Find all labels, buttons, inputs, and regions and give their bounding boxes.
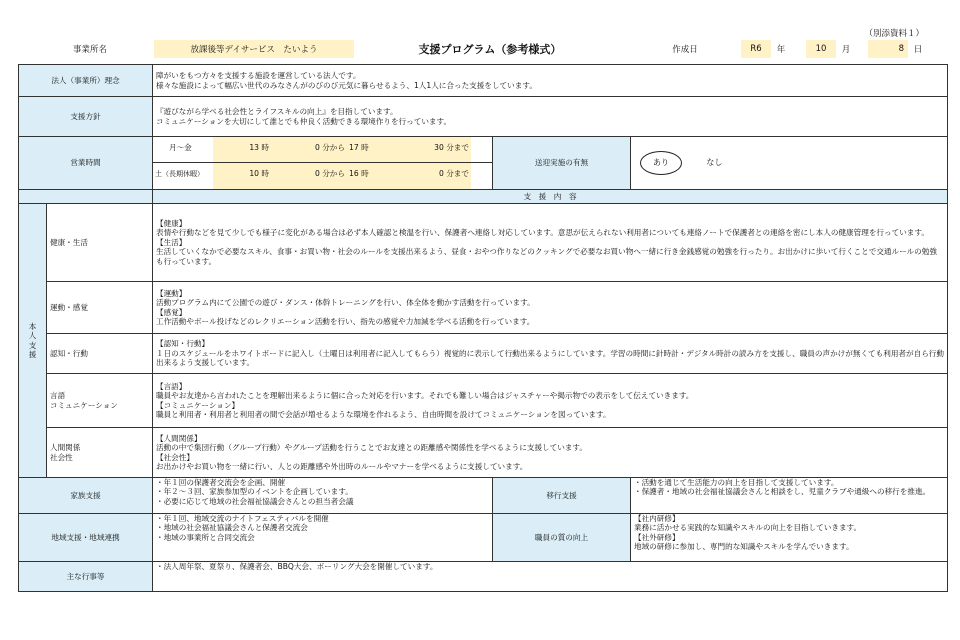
- year-unit: 年: [776, 45, 786, 55]
- attachment-note: （別添資料１）: [864, 29, 924, 39]
- row-label-cognition: 認知・行動: [47, 334, 153, 374]
- weekday-hours: [153, 137, 492, 163]
- month-unit: 月: [841, 45, 851, 55]
- policy-label: 支援方針: [19, 97, 153, 137]
- created-day: 8: [868, 40, 908, 58]
- self-support-label: 本 人 支 援: [19, 204, 47, 478]
- holiday-end: 16 時: [347, 163, 399, 189]
- hours-label: 営業時間: [19, 137, 153, 190]
- staff-text: 【社内研修】 業務に活かせる実践的な知識やスキルの向上を目指していきます。 【社外研修】 地域の研修に参加し、専門的な知識やスキルを学んでいきます。: [631, 514, 948, 562]
- community-text: ・年１回、地域交流のナイトフェスティバルを開催 ・地域の社会福祉協議会さんと保護者交流会 ・地域の事業所と合同交流会: [153, 514, 493, 562]
- policy-text: 『遊びながら学べる社会性とライフスキルの向上』を目指しています。 コミュニケーションを大切にして誰とでも仲良く活動できる環境作りを行っています。: [153, 97, 948, 137]
- transition-label: 移行支援: [493, 478, 631, 514]
- row-text-social: 【人間関係】 活動の中で集団行動（グループ行動）やグループ活動を行うことでお友達との距離感や関係性を学べるように支援しています。 【社会性】 お出かけやお買い物を一緒に行い、人との距離感や外出時のルールやマナーを学べるように支援しています。: [153, 428, 948, 478]
- staff-label: 職員の質の向上: [493, 514, 631, 562]
- row-label-health: 健康・生活: [47, 204, 153, 282]
- weekday-end-min: 30 分まで: [399, 137, 471, 162]
- office-name: 放課後等デイサービス たいよう: [154, 40, 354, 58]
- row-text-language: 【言語】 職員やお友達から言われたことを理解出来るように個に合った対応を行います。それでも難しい場合はジャスチャーや掲示物での表示をして伝えていきます。 【コミュニケーション】 職員と利用者・利用者と利用者の間で会話が増せるような環境を作れるよう、自由時間を設けてコミュニケーションを図っています。: [153, 374, 948, 428]
- events-label: 主な行事等: [19, 562, 153, 592]
- row-text-health: 【健康】 表情や行動などを見て少しでも様子に変化がある場合は必ず本人確認と検温を行い、保護者へ連絡し対応しています。意思が伝えられない利用者についても連絡ノートで保護者との連絡を密にし本人の健康管理を行っています。 【生活】 生活していくなかで必要なスキル、食事・お買い物・社会のルールを支援出来るよう、昼食・おやつ作りなどのクッキングで必要なお買い物へ一緒に行き金銭感覚の勉強を行ったり。お出かけに歩いて行くことで交通ルールの勉強も行っています。: [153, 204, 948, 282]
- weekday-end: 17 時: [347, 137, 399, 162]
- page-title: 支援プログラム（参考様式）: [418, 43, 562, 56]
- created-era: R6: [741, 40, 771, 58]
- created-label: 作成日: [672, 45, 698, 55]
- hours-detail: [153, 137, 493, 190]
- family-label: 家族支援: [19, 478, 153, 514]
- community-label: 地域支援・地域連携: [19, 514, 153, 562]
- created-month: 10: [806, 40, 836, 58]
- row-label-language: 言語 コミュニケーション: [47, 374, 153, 428]
- transport-yes: あり: [640, 151, 682, 175]
- weekday-start: 13 時: [213, 137, 271, 162]
- support-header-spacer: [19, 190, 153, 204]
- family-text: ・年１回の保護者交流会を企画、開催 ・年２～３回、家族参加型のイベントを企画しています。 ・必要に応じて地域の社会福祉協議会さんとの担当者会議: [153, 478, 493, 514]
- events-text: ・法人周年祭、夏祭り、保護者会、BBQ大会、ボーリング大会を開催しています。: [153, 562, 948, 592]
- transition-text: ・活動を通じて生活能力の向上を目指して支援しています。 ・保護者・地域の社会福祉協議会さんと相談をし、児童クラブや通級への移行を推進。: [631, 478, 948, 514]
- row-label-motor: 運動・感覚: [47, 282, 153, 334]
- holiday-end-min: 0 分まで: [399, 163, 471, 189]
- transport-label: 送迎実施の有無: [493, 137, 631, 190]
- row-text-motor: 【運動】 活動プログラム内にて公園での遊び・ダンス・体幹トレーニングを行い、体全体を動かす活動を行っています。 【感覚】 工作活動やボール投げなどのレクリエーション活動を行い、指先の感覚や力加減を学べる活動を行っています。: [153, 282, 948, 334]
- holiday-label: 土（長期休暇）: [155, 170, 204, 178]
- holiday-start: 10 時: [213, 163, 271, 189]
- holiday-hours: [153, 163, 492, 189]
- philosophy-text: 障がいをもつ方々を支援する施設を運営している法人です。 様々な施設によって幅広い世代のみなさんがのびのび元気に暮らせるよう、1人1人に合った支援をしています。: [153, 65, 948, 97]
- support-program-table: [18, 64, 948, 592]
- weekday-start-min: 0 分から: [271, 137, 347, 162]
- transport-options: [631, 137, 948, 190]
- row-label-social: 人間関係 社会性: [47, 428, 153, 478]
- transport-no: なし: [706, 158, 723, 167]
- weekday-label: 月～金: [169, 143, 192, 152]
- holiday-start-min: 0 分から: [271, 163, 347, 189]
- day-unit: 日: [913, 45, 923, 55]
- row-text-cognition: 【認知・行動】 １日のスケジュールをホワイトボードに記入し（土曜日は利用者に記入してもらう）視覚的に表示して行動出来るようにしています。学習の時間に針時計・デジタル時計の読み方を支援し、職員の声かけが無くても利用者が自ら行動出来るよう支援しています。: [153, 334, 948, 374]
- support-header: 支 援 内 容: [153, 190, 948, 204]
- office-label: 事業所名: [72, 45, 107, 55]
- philosophy-label: 法人（事業所）理念: [19, 65, 153, 97]
